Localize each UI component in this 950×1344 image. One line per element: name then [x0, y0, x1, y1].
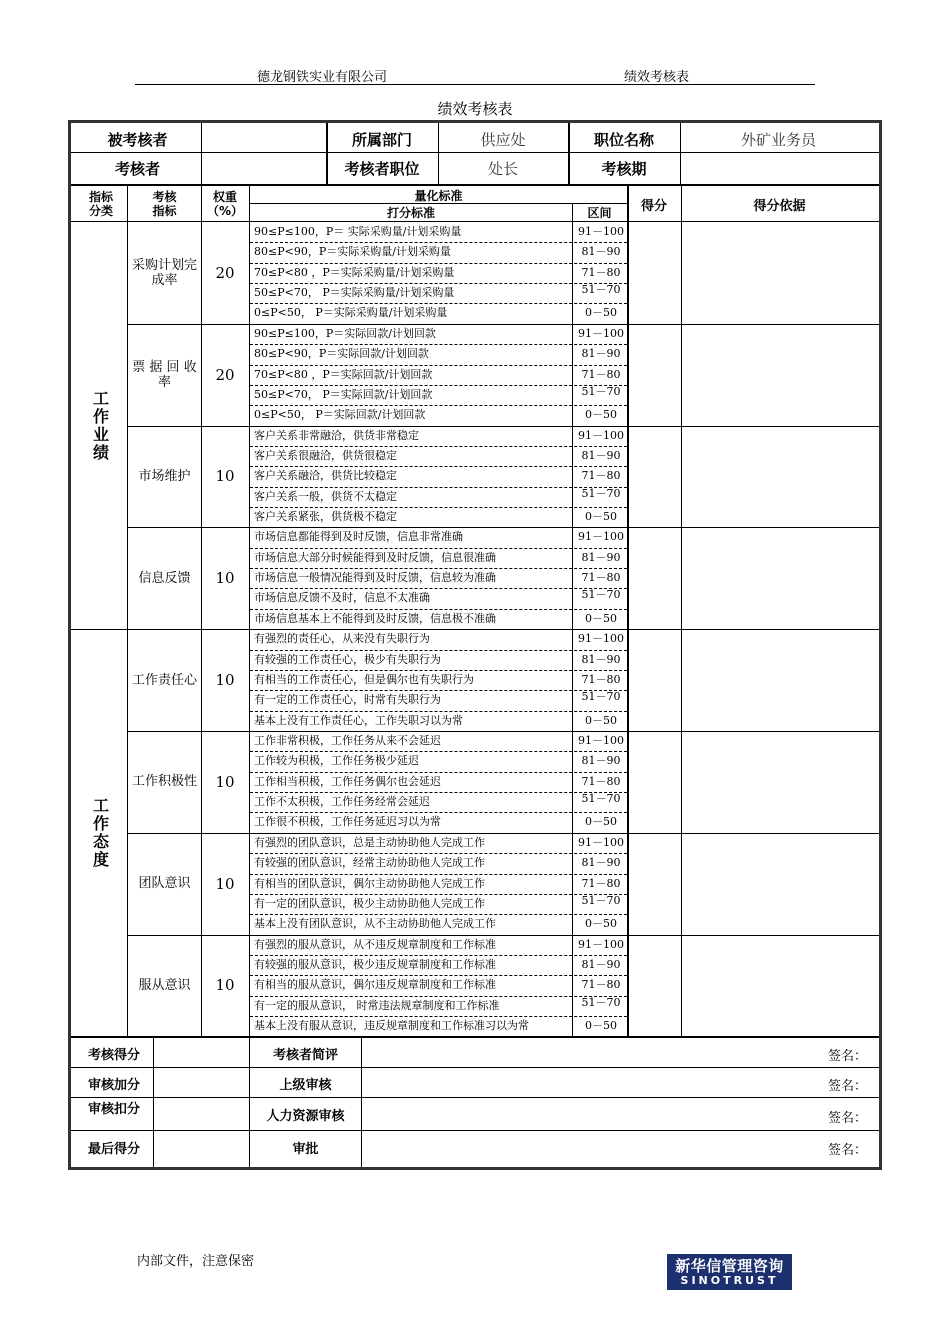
indicator-name: 团队意识: [138, 876, 191, 892]
summary-left-label: 审核扣分: [87, 1101, 140, 1117]
range-text: 71－80: [581, 978, 621, 992]
criteria-divider: [250, 955, 627, 956]
criteria-text: 有强烈的责任心，从来没有失职行为: [254, 632, 430, 646]
criteria-text: 有较强的团队意识，经常主动协助他人完成工作: [254, 856, 485, 870]
sign-label: 签名：: [828, 1143, 868, 1158]
summary-vline: [153, 1037, 154, 1167]
range-text: 91－100: [578, 428, 624, 442]
criteria-text: 客户关系一般，供货不太稳定: [254, 489, 397, 503]
indicator-weight: 10: [215, 467, 235, 486]
col-range: 区间: [587, 206, 612, 220]
criteria-text: 50≤P<70， P＝实际采购量/计划采购量: [254, 286, 455, 300]
summary-left-label: 最后得分: [87, 1141, 140, 1157]
criteria-text: 工作不太积极，工作任务经常会延迟: [254, 795, 430, 809]
range-text: 0－50: [585, 917, 617, 931]
assessor-label: 考核者: [114, 159, 160, 178]
indicator-weight: 10: [215, 671, 235, 690]
col-category: 指标分类: [88, 190, 113, 218]
range-text: 81－90: [581, 856, 621, 870]
grid-vline: [627, 186, 629, 1038]
range-text: 91－100: [578, 326, 624, 340]
assessee-value: [201, 125, 326, 153]
info-bottom-rule: [71, 184, 879, 186]
summary-vline: [361, 1037, 362, 1167]
criteria-text: 市场信息都能得到及时反馈，信息非常准确: [254, 530, 463, 544]
range-text: 81－90: [581, 957, 621, 971]
range-text: 0－50: [585, 306, 617, 320]
criteria-text: 工作很不积极，工作任务延迟习以为常: [254, 815, 441, 829]
summary-rule: [71, 1130, 879, 1131]
criteria-divider: [250, 609, 627, 610]
criteria-text: 70≤P<80 ，P＝实际回款/计划回款: [254, 367, 433, 381]
range-text: 91－100: [578, 835, 624, 849]
summary-vline: [249, 1037, 250, 1167]
criteria-text: 80≤P<90，P＝实际采购量/计划采购量: [254, 245, 451, 259]
criteria-text: 0≤P<50， P＝实际回款/计划回款: [254, 408, 426, 422]
criteria-divider: [250, 568, 627, 569]
header-company: 德龙钢铁实业有限公司: [257, 70, 388, 85]
range-text: 51－70: [581, 588, 621, 602]
col-criteria: 打分标准: [386, 206, 435, 220]
range-text: 81－90: [581, 347, 621, 361]
info-vline: [680, 123, 681, 185]
summary-mid-label: 考核者简评: [272, 1047, 338, 1063]
criteria-divider: [250, 507, 627, 508]
criteria-text: 工作较为积极，工作任务极少延迟: [254, 754, 419, 768]
criteria-divider: [250, 344, 627, 345]
criteria-divider: [250, 242, 627, 243]
sign-label: 签名：: [828, 1049, 868, 1064]
criteria-divider: [250, 711, 627, 712]
table-bottom-rule: [71, 1036, 879, 1038]
sign-label: 签名：: [828, 1111, 868, 1126]
indicator-weight: 10: [215, 874, 235, 893]
dept-label: 所属部门: [351, 130, 412, 149]
criteria-text: 市场信息一般情况能得到及时反馈，信息较为准确: [254, 571, 496, 585]
criteria-text: 有一定的团队意识，极少主动协助他人完成工作: [254, 896, 485, 910]
range-text: 71－80: [581, 876, 621, 890]
criteria-text: 80≤P<90，P＝实际回款/计划回款: [254, 347, 429, 361]
summary-rule: [71, 1067, 879, 1068]
category-label: 工作业绩: [92, 388, 109, 462]
col-score: 得分: [640, 198, 667, 214]
range-text: 51－70: [581, 893, 621, 907]
period-value: [680, 153, 877, 183]
indicator-weight: 10: [215, 976, 235, 995]
range-text: 51－70: [581, 486, 621, 500]
criteria-divider: [250, 263, 627, 264]
indicator-name: 工作责任心: [132, 672, 198, 688]
assessor-position-value: 处长: [487, 159, 518, 178]
criteria-text: 市场信息大部分时候能得到及时反馈，信息很准确: [254, 550, 496, 564]
info-vline: [201, 123, 202, 185]
criteria-divider: [250, 548, 627, 549]
col-basis: 得分依据: [753, 198, 806, 214]
criteria-text: 基本上没有团队意识，从不主动协助他人完成工作: [254, 917, 496, 931]
criteria-text: 客户关系紧张，供货极不稳定: [254, 510, 397, 524]
header-doc-name: 绩效考核表: [624, 70, 690, 85]
summary-rule: [71, 1097, 879, 1098]
range-text: 81－90: [581, 245, 621, 259]
info-vline: [326, 123, 328, 185]
indicator-weight: 20: [215, 263, 235, 282]
grid-vline: [249, 186, 250, 1036]
grid-vline: [681, 186, 682, 1036]
range-text: 0－50: [585, 815, 617, 829]
logo-cn-text: 新华信管理咨询: [675, 1257, 784, 1275]
criteria-divider: [250, 996, 627, 997]
criteria-text: 客户关系融洽，供货比较稳定: [254, 469, 397, 483]
dept-value: 供应处: [480, 130, 526, 149]
criteria-divider: [250, 303, 627, 304]
range-text: 81－90: [581, 550, 621, 564]
range-text: 71－80: [581, 265, 621, 279]
summary-left-label: 审核加分: [87, 1077, 140, 1093]
indicator-name: 票 据 回 收率: [132, 359, 197, 390]
range-text: 0－50: [585, 713, 617, 727]
indicator-weight: 10: [215, 772, 235, 791]
range-text: 81－90: [581, 448, 621, 462]
criteria-text: 基本上没有服从意识，违反规章制度和工作标准习以为常: [254, 1019, 529, 1033]
criteria-divider: [250, 690, 627, 691]
criteria-divider: [250, 670, 627, 671]
range-text: 91－100: [578, 937, 624, 951]
criteria-divider: [250, 792, 627, 793]
grid-vline: [127, 186, 128, 1036]
criteria-divider: [250, 650, 627, 651]
criteria-divider: [250, 405, 627, 406]
criteria-text: 有相当的服从意识，偶尔违反规章制度和工作标准: [254, 978, 496, 992]
range-text: 71－80: [581, 469, 621, 483]
info-row-divider: [71, 152, 879, 153]
criteria-text: 有强烈的服从意识，从不违反规章制度和工作标准: [254, 937, 496, 951]
criteria-divider: [250, 914, 627, 915]
assessee-label: 被考核者: [107, 130, 168, 149]
range-text: 71－80: [581, 672, 621, 686]
criteria-divider: [250, 751, 627, 752]
summary-mid-label: 审批: [292, 1141, 319, 1157]
confidential-note: 内部文件，注意保密: [137, 1254, 255, 1269]
header-rule: [135, 84, 815, 85]
header-subrule: [250, 203, 627, 204]
criteria-divider: [250, 588, 627, 589]
range-text: 0－50: [585, 408, 617, 422]
summary-mid-label: 上级审核: [279, 1077, 332, 1093]
criteria-text: 客户关系非常融洽，供货非常稳定: [254, 428, 419, 442]
range-text: 91－100: [578, 530, 624, 544]
indicator-weight: 20: [215, 365, 235, 384]
criteria-divider: [250, 894, 627, 895]
range-text: 71－80: [581, 571, 621, 585]
criteria-text: 有强烈的团队意识，总是主动协助他人完成工作: [254, 835, 485, 849]
col-weight: 权重（%）: [207, 190, 244, 218]
criteria-text: 90≤P≤100，P＝ 实际采购量/计划采购量: [254, 225, 462, 238]
range-text: 0－50: [585, 1019, 617, 1033]
criteria-text: 市场信息基本上不能得到及时反馈，信息极不准确: [254, 611, 496, 625]
indicator-name: 服从意识: [138, 977, 191, 993]
criteria-divider: [250, 385, 627, 386]
criteria-text: 有较强的工作责任心，极少有失职行为: [254, 652, 441, 666]
criteria-divider: [250, 365, 627, 366]
criteria-divider: [250, 812, 627, 813]
range-text: 71－80: [581, 774, 621, 788]
criteria-text: 有相当的团队意识，偶尔主动协助他人完成工作: [254, 876, 485, 890]
criteria-text: 基本上没有工作责任心，工作失职习以为常: [254, 713, 463, 727]
range-text: 81－90: [581, 652, 621, 666]
criteria-text: 客户关系很融洽，供货很稳定: [254, 448, 397, 462]
criteria-text: 有相当的工作责任心，但是偶尔也有失职行为: [254, 672, 474, 686]
range-text: 0－50: [585, 510, 617, 524]
range-text: 51－70: [581, 792, 621, 806]
criteria-text: 有一定的服从意识， 时常违法规章制度和工作标准: [254, 998, 500, 1012]
position-label: 职位名称: [593, 130, 654, 149]
logo-en-text: SINOTRUST: [680, 1274, 779, 1287]
page-title: 绩效考核表: [437, 100, 513, 118]
assessor-position-label: 考核者职位: [344, 159, 420, 178]
criteria-divider: [250, 853, 627, 854]
criteria-divider: [250, 772, 627, 773]
position-value: 外矿业务员: [740, 130, 816, 149]
criteria-text: 70≤P<80 ，P＝实际采购量/计划采购量: [254, 265, 455, 279]
summary-left-label: 考核得分: [87, 1047, 140, 1063]
indicator-name: 市场维护: [138, 468, 191, 484]
col-quant: 量化标准: [414, 189, 463, 203]
criteria-divider: [250, 874, 627, 875]
summary-mid-label: 人力资源审核: [266, 1109, 345, 1124]
criteria-divider: [250, 487, 627, 488]
criteria-divider: [250, 446, 627, 447]
criteria-text: 工作非常积极，工作任务从来不会延迟: [254, 734, 441, 747]
range-text: 51－70: [581, 283, 621, 297]
range-text: 91－100: [578, 632, 624, 646]
indicator-name: 采购计划完成率: [132, 257, 198, 288]
info-vline: [438, 123, 439, 185]
range-text: 91－100: [578, 225, 624, 238]
grid-vline: [572, 204, 573, 1036]
range-text: 91－100: [578, 734, 624, 747]
assessor-value: [201, 153, 326, 183]
criteria-divider: [250, 975, 627, 976]
category-label: 工作态度: [92, 795, 109, 869]
criteria-text: 50≤P<70， P＝实际回款/计划回款: [254, 387, 433, 401]
indicator-weight: 10: [215, 569, 235, 588]
range-text: 81－90: [581, 754, 621, 768]
range-text: 71－80: [581, 367, 621, 381]
category-divider: [71, 629, 879, 630]
criteria-text: 工作相当积极，工作任务偶尔也会延迟: [254, 774, 441, 788]
sign-label: 签名：: [828, 1079, 868, 1094]
grid-vline: [201, 186, 202, 1036]
criteria-text: 90≤P≤100，P＝实际回款/计划回款: [254, 326, 436, 340]
indicator-name: 工作积极性: [132, 774, 198, 790]
range-text: 51－70: [581, 384, 621, 398]
info-vline: [568, 123, 570, 185]
criteria-divider: [250, 283, 627, 284]
criteria-text: 市场信息反馈不及时，信息不太准确: [254, 591, 430, 605]
criteria-text: 有一定的工作责任心，时常有失职行为: [254, 693, 441, 707]
range-text: 51－70: [581, 995, 621, 1009]
range-text: 51－70: [581, 690, 621, 704]
period-label: 考核期: [601, 159, 647, 178]
sinotrust-logo: [667, 1254, 792, 1290]
criteria-divider: [250, 1016, 627, 1017]
criteria-divider: [250, 466, 627, 467]
criteria-text: 0≤P<50， P＝实际采购量/计划采购量: [254, 306, 448, 320]
range-text: 0－50: [585, 611, 617, 625]
criteria-text: 有较强的服从意识，极少违反规章制度和工作标准: [254, 957, 496, 971]
indicator-name: 信息反馈: [138, 570, 191, 586]
col-indicator: 考核指标: [152, 190, 177, 218]
